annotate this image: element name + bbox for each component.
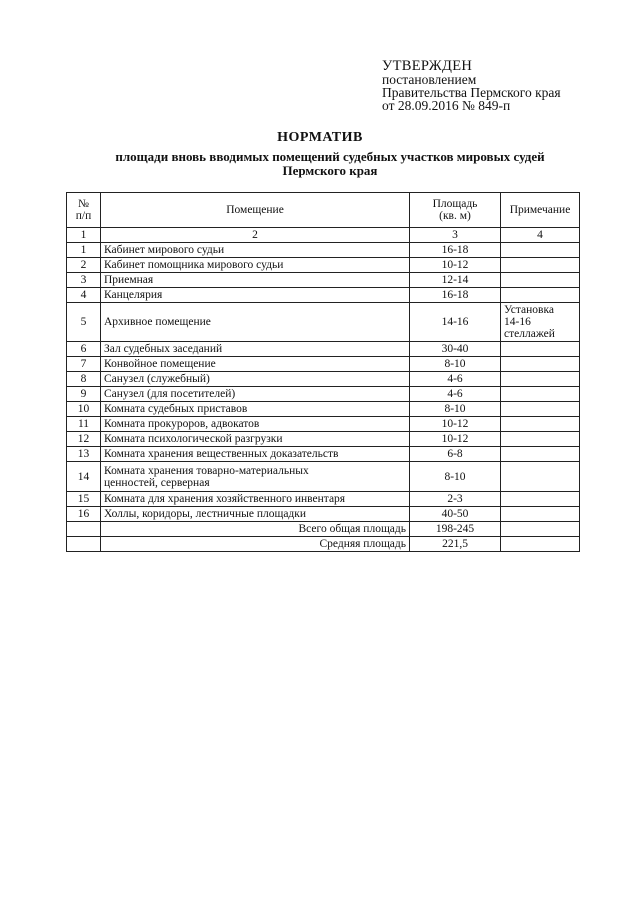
row-area: 8-10: [410, 462, 501, 492]
row-area: 8-10: [410, 357, 501, 372]
row-num: 12: [67, 432, 101, 447]
row-num: 11: [67, 417, 101, 432]
row-num: 9: [67, 387, 101, 402]
table-row: [67, 447, 580, 462]
row-note: [501, 342, 580, 357]
row-note: [501, 492, 580, 507]
header-num-line-2: п/п: [75, 210, 92, 222]
row-num: 10: [67, 402, 101, 417]
row-num: 8: [67, 372, 101, 387]
row-area: 2-3: [410, 492, 501, 507]
row-room: Кабинет мирового судьи: [101, 243, 410, 258]
table-row: [67, 303, 580, 342]
table-row: [67, 432, 580, 447]
row-num: 6: [67, 342, 101, 357]
row-num: 7: [67, 357, 101, 372]
table-row: [67, 507, 580, 522]
row-note: [501, 303, 580, 342]
table-row: [67, 417, 580, 432]
approval-line-3: от 28.09.2016 № 849-п: [382, 98, 511, 113]
row-area: 6-8: [410, 447, 501, 462]
row-num: 5: [67, 303, 101, 342]
document-title: НОРМАТИВ: [277, 130, 363, 145]
header-area: [410, 193, 501, 228]
row-area: 16-18: [410, 243, 501, 258]
row-num: 15: [67, 492, 101, 507]
row-num: 14: [67, 462, 101, 492]
approval-line-1: постановлением: [382, 72, 477, 87]
row-note: [501, 258, 580, 273]
table-row: [67, 357, 580, 372]
column-index: 1: [67, 228, 101, 243]
row-room: Комната психологической разгрузки: [101, 432, 410, 447]
document-subtitle-line-2: Пермского края: [282, 163, 378, 178]
document-subtitle: [70, 150, 590, 178]
average-value: 221,5: [410, 537, 501, 552]
average-note: [501, 537, 580, 552]
row-note: [501, 288, 580, 303]
row-note: [501, 387, 580, 402]
table-row: [67, 258, 580, 273]
total-value: 198-245: [410, 522, 501, 537]
row-room: Комната прокуроров, адвокатов: [101, 417, 410, 432]
approval-title: УТВЕРЖДЕН: [382, 58, 473, 74]
header-area-line-1: Площадь: [432, 198, 478, 210]
approval-stamp: [382, 60, 561, 112]
row-note: [501, 432, 580, 447]
row-note-line-2: 14-16 стеллажей: [504, 316, 555, 340]
row-area: 12-14: [410, 273, 501, 288]
row-note: [501, 402, 580, 417]
column-index-row: [67, 228, 580, 243]
total-note: [501, 522, 580, 537]
column-index: 3: [410, 228, 501, 243]
table-row: [67, 492, 580, 507]
row-room: Архивное помещение: [101, 303, 410, 342]
row-num: 3: [67, 273, 101, 288]
column-index: 4: [501, 228, 580, 243]
row-note: [501, 273, 580, 288]
row-num: 4: [67, 288, 101, 303]
row-room-line-2: ценностей, серверная: [104, 476, 210, 489]
row-note-line-1: Установка: [504, 304, 554, 316]
row-num: 1: [67, 243, 101, 258]
row-num: 2: [67, 258, 101, 273]
row-area: 4-6: [410, 387, 501, 402]
row-area: 30-40: [410, 342, 501, 357]
row-area: 10-12: [410, 417, 501, 432]
row-room: Зал судебных заседаний: [101, 342, 410, 357]
average-label: Средняя площадь: [101, 537, 410, 552]
row-room-line-1: Комната хранения товарно-материальных: [104, 464, 309, 477]
row-area: 40-50: [410, 507, 501, 522]
row-area: 4-6: [410, 372, 501, 387]
row-area: 8-10: [410, 402, 501, 417]
row-num: 13: [67, 447, 101, 462]
column-index: 2: [101, 228, 410, 243]
row-note: [501, 243, 580, 258]
row-note: [501, 417, 580, 432]
row-note: [501, 372, 580, 387]
header-note: Примечание: [501, 193, 580, 228]
row-room: Канцелярия: [101, 288, 410, 303]
header-room: Помещение: [101, 193, 410, 228]
row-room: Холлы, коридоры, лестничные площадки: [101, 507, 410, 522]
row-note: [501, 447, 580, 462]
row-room: Конвойное помещение: [101, 357, 410, 372]
row-room: Комната хранения вещественных доказательств: [101, 447, 410, 462]
table-row: [67, 273, 580, 288]
row-area: 16-18: [410, 288, 501, 303]
row-note: [501, 357, 580, 372]
average-row: [67, 537, 580, 552]
row-area: 10-12: [410, 432, 501, 447]
approval-line-2: Правительства Пермского края: [382, 85, 561, 100]
row-area: 10-12: [410, 258, 501, 273]
table-row: [67, 372, 580, 387]
header-num: [67, 193, 101, 228]
total-row: [67, 522, 580, 537]
average-blank-cell: [67, 537, 101, 552]
table-row: [67, 288, 580, 303]
norm-table: [66, 192, 580, 552]
row-area: 14-16: [410, 303, 501, 342]
row-room: Санузел (служебный): [101, 372, 410, 387]
header-area-line-2: (кв. м): [439, 210, 471, 222]
row-num: 16: [67, 507, 101, 522]
table-row: [67, 342, 580, 357]
row-room: [101, 462, 410, 492]
header-num-line-1: №: [78, 198, 89, 210]
total-label: Всего общая площадь: [101, 522, 410, 537]
row-room: Комната для хранения хозяйственного инвентаря: [101, 492, 410, 507]
row-room: Санузел (для посетителей): [101, 387, 410, 402]
row-note: [501, 507, 580, 522]
total-blank-cell: [67, 522, 101, 537]
row-room: Кабинет помощника мирового судьи: [101, 258, 410, 273]
row-room: Приемная: [101, 273, 410, 288]
table-row: [67, 402, 580, 417]
table-row: [67, 243, 580, 258]
table-row: [67, 462, 580, 492]
document-subtitle-line-1: площади вновь вводимых помещений судебных участков мировых судей: [115, 149, 545, 164]
row-note: [501, 462, 580, 492]
row-room: Комната судебных приставов: [101, 402, 410, 417]
table-header-row: [67, 193, 580, 228]
table-row: [67, 387, 580, 402]
